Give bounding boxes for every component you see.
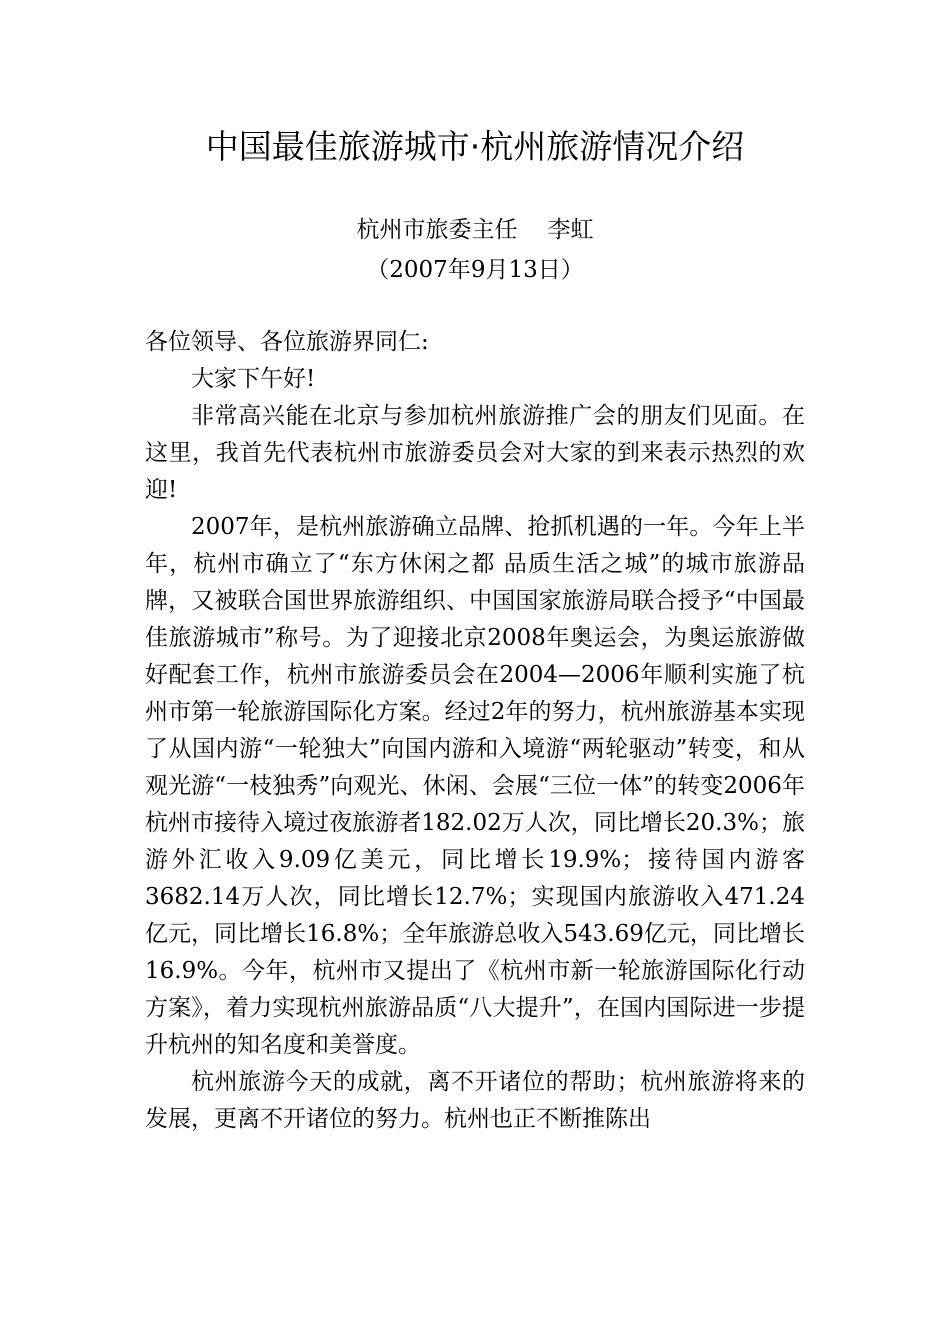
paragraph-greeting: 大家下午好! — [191, 366, 316, 392]
document-title: 中国最佳旅游城市·杭州旅游情况介绍 — [205, 127, 745, 166]
author-role: 杭州市旅委主任 — [356, 217, 518, 243]
author-name: 李虹 — [547, 217, 594, 243]
author-line — [0, 210, 950, 250]
paragraph-welcome: 非常高兴能在北京与参加杭州旅游推广会的朋友们见面。在这里，我首先代表杭州市旅游委员会对大家的到来表示热烈的欢迎! — [145, 403, 805, 503]
speech-date: （2007年9月13日） — [366, 257, 584, 283]
paragraph-closing: 杭州旅游今天的成就，离不开诸位的帮助；杭州旅游将来的发展，更离不开诸位的努力。杭州也正不断推陈出 — [145, 1069, 805, 1132]
speech-body — [145, 324, 805, 1138]
paragraph-achievements: 2007年，是杭州旅游确立品牌、抢抓机遇的一年。今年上半年，杭州市确立了“东方休闲之都 品质生活之城”的城市旅游品牌，又被联合国世界旅游组织、中国国家旅游局联合授予“中国最佳旅游城市”称号。为了迎接北京2008年奥运会，为奥运旅游做好配套工作，杭州市旅游委员会在2004—2006年顺利实施了杭州市第一轮旅游国际化方案。经过2年的努力，杭州旅游基本实现了从国内游“一轮独大”向国内游和入境游“两轮驱动”转变，和从观光游“一枝独秀”向观光、休闲、会展“三位一体”的转变2006年杭州市接待入境过夜旅游者182.02万人次，同比增长20.3%；旅游外汇收入9.09亿美元，同比增长19.9%；接待国内游客3682.14万人次，同比增长12.7%；实现国内旅游收入471.24亿元，同比增长16.8%；全年旅游总收入543.69亿元，同比增长16.9%。今年，杭州市又提出了《杭州市新一轮旅游国际化行动方案》，着力实现杭州旅游品质“八大提升”，在国内国际进一步提升杭州的知名度和美誉度。 — [145, 514, 805, 1058]
salutation: 各位领导、各位旅游界同仁: — [145, 329, 429, 355]
